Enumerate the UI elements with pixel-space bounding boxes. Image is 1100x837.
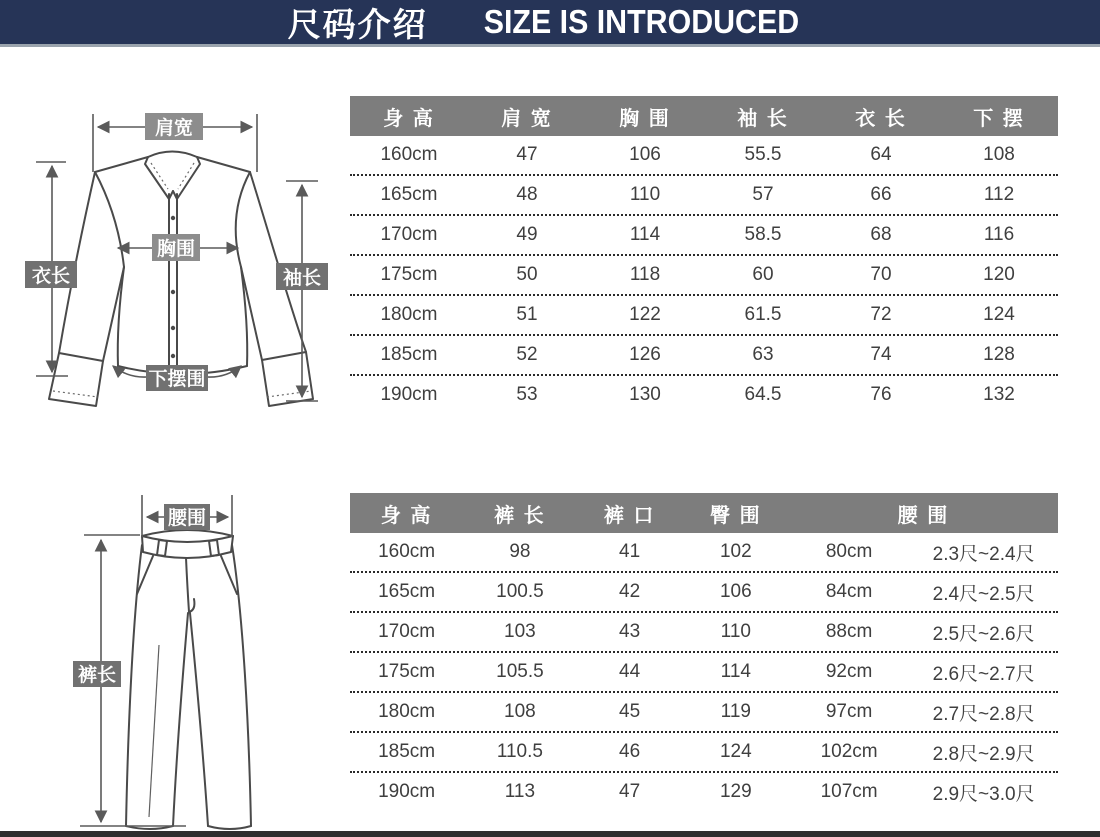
table-cell: 126 xyxy=(629,344,661,365)
table-cell: 185cm xyxy=(378,741,436,762)
table-row xyxy=(350,653,1058,693)
table-cell: 175cm xyxy=(378,661,436,682)
chest-badge xyxy=(152,234,200,261)
table-cell: 63 xyxy=(752,344,774,365)
table-cell: 2.6尺~2.7尺 xyxy=(932,663,1035,685)
hem-label: 下摆围 xyxy=(148,369,206,390)
table-cell: 53 xyxy=(516,384,538,405)
table-cell: 116 xyxy=(983,224,1015,245)
table-cell: 113 xyxy=(504,781,536,802)
column-header: 袖 长 xyxy=(737,107,789,130)
table-cell: 52 xyxy=(516,344,538,365)
table-cell: 84cm xyxy=(825,581,873,602)
table-cell: 64 xyxy=(870,144,892,165)
table-cell: 49 xyxy=(516,224,538,245)
table-cell: 92cm xyxy=(825,661,873,682)
table-cell: 102 xyxy=(719,541,752,562)
pants-size-table-body xyxy=(350,533,1058,811)
garment-length-badge xyxy=(25,261,77,288)
table-cell: 43 xyxy=(619,621,641,642)
table-cell: 190cm xyxy=(380,384,438,405)
table-cell: 130 xyxy=(629,384,661,405)
table-cell: 55.5 xyxy=(744,144,782,165)
column-header: 胸 围 xyxy=(619,107,671,130)
table-cell: 2.7尺~2.8尺 xyxy=(932,703,1035,725)
table-cell: 110.5 xyxy=(496,741,543,762)
table-cell: 180cm xyxy=(378,701,436,722)
table-row xyxy=(350,296,1058,336)
table-cell: 80cm xyxy=(825,541,873,562)
pants-size-table xyxy=(350,493,1058,811)
table-row xyxy=(350,613,1058,653)
table-cell: 98 xyxy=(509,541,531,562)
shirt-size-table-body xyxy=(350,136,1058,414)
table-cell: 50 xyxy=(516,264,538,285)
table-cell: 122 xyxy=(629,304,661,325)
table-cell: 120 xyxy=(983,264,1015,285)
column-header: 身 高 xyxy=(383,107,435,130)
table-cell: 114 xyxy=(629,224,661,245)
table-cell: 175cm xyxy=(380,264,438,285)
table-cell: 160cm xyxy=(380,144,438,165)
table-cell: 128 xyxy=(983,344,1015,365)
table-row xyxy=(350,573,1058,613)
table-cell: 70 xyxy=(870,264,892,285)
table-row xyxy=(350,376,1058,414)
table-row xyxy=(350,256,1058,296)
garment-length-label: 衣长 xyxy=(31,266,71,287)
table-cell: 124 xyxy=(983,304,1015,325)
table-cell: 41 xyxy=(619,541,641,562)
column-header: 裤 口 xyxy=(603,504,656,527)
table-row xyxy=(350,733,1058,773)
shirt-diagram xyxy=(0,60,345,425)
table-row xyxy=(350,176,1058,216)
column-header: 下 摆 xyxy=(973,107,1025,130)
table-cell: 180cm xyxy=(380,304,438,325)
table-cell: 119 xyxy=(720,701,751,722)
table-cell: 2.8尺~2.9尺 xyxy=(932,743,1035,765)
table-cell: 2.4尺~2.5尺 xyxy=(932,583,1035,605)
table-cell: 44 xyxy=(619,661,641,682)
table-cell: 160cm xyxy=(378,541,436,562)
title-banner xyxy=(0,0,1100,47)
table-cell: 97cm xyxy=(825,701,873,722)
table-cell: 112 xyxy=(983,184,1015,205)
table-row xyxy=(350,216,1058,256)
table-cell: 107cm xyxy=(820,781,878,802)
sleeve-length-badge xyxy=(276,263,328,290)
table-cell: 124 xyxy=(719,741,752,762)
shoulder-width-label: 肩宽 xyxy=(154,118,194,139)
table-cell: 76 xyxy=(870,384,892,405)
table-cell: 51 xyxy=(516,304,538,325)
table-cell: 132 xyxy=(983,384,1015,405)
table-cell: 88cm xyxy=(825,621,873,642)
table-cell: 102cm xyxy=(820,741,878,762)
table-cell: 57 xyxy=(752,184,774,205)
table-cell: 72 xyxy=(870,304,892,325)
table-cell: 106 xyxy=(719,581,752,602)
shirt-size-table-header xyxy=(350,96,1058,136)
table-cell: 48 xyxy=(516,184,538,205)
chest-label: 胸围 xyxy=(156,239,196,260)
table-cell: 2.3尺~2.4尺 xyxy=(932,543,1035,565)
waist-label: 腰围 xyxy=(167,508,207,529)
column-header: 腰 围 xyxy=(897,504,950,527)
table-cell: 60 xyxy=(752,264,774,285)
table-cell: 110 xyxy=(720,621,751,642)
table-row xyxy=(350,533,1058,573)
column-header: 衣 长 xyxy=(855,107,907,130)
shoulder-width-badge xyxy=(145,113,203,140)
bottom-bar xyxy=(0,831,1100,837)
column-header: 臀 围 xyxy=(710,504,762,527)
column-header: 裤 长 xyxy=(494,504,546,527)
table-row xyxy=(350,336,1058,376)
table-cell: 103 xyxy=(504,621,536,642)
table-cell: 110 xyxy=(629,184,661,205)
table-cell: 2.9尺~3.0尺 xyxy=(932,783,1035,805)
table-cell: 45 xyxy=(619,701,641,722)
table-cell: 74 xyxy=(870,344,892,365)
table-cell: 47 xyxy=(619,781,641,802)
column-header: 肩 宽 xyxy=(501,107,553,130)
table-cell: 58.5 xyxy=(744,224,782,245)
pants-diagram xyxy=(0,465,345,833)
shirt-stitching xyxy=(53,163,311,397)
pants-length-badge xyxy=(73,661,121,687)
pants-length-label: 裤长 xyxy=(77,665,117,686)
table-cell: 106 xyxy=(629,144,661,165)
table-cell: 100.5 xyxy=(496,581,544,602)
table-cell: 129 xyxy=(719,781,752,802)
table-cell: 61.5 xyxy=(744,304,782,325)
table-cell: 165cm xyxy=(378,581,436,602)
table-cell: 64.5 xyxy=(744,384,782,405)
sleeve-length-label: 袖长 xyxy=(282,268,322,289)
pants-size-table-header xyxy=(350,493,1058,533)
table-cell: 118 xyxy=(629,264,661,285)
hem-badge xyxy=(146,365,208,391)
table-cell: 170cm xyxy=(380,224,438,245)
table-row xyxy=(350,773,1058,811)
page-title-english: SIZE IS INTRODUCED xyxy=(483,3,799,40)
table-cell: 66 xyxy=(870,184,892,205)
table-cell: 190cm xyxy=(378,781,436,802)
table-cell: 185cm xyxy=(380,344,438,365)
shirt-size-table xyxy=(350,96,1058,414)
waist-badge xyxy=(164,504,210,530)
table-row xyxy=(350,693,1058,733)
page-title-chinese: 尺码介绍 xyxy=(287,5,428,43)
table-cell: 108 xyxy=(983,144,1015,165)
table-cell: 165cm xyxy=(380,184,438,205)
pants-crease-line xyxy=(149,645,159,817)
table-cell: 68 xyxy=(870,224,892,245)
table-cell: 2.5尺~2.6尺 xyxy=(932,623,1035,645)
table-cell: 47 xyxy=(516,144,538,165)
table-cell: 46 xyxy=(619,741,641,762)
column-header: 身 高 xyxy=(380,504,433,527)
table-cell: 170cm xyxy=(378,621,436,642)
table-cell: 108 xyxy=(504,701,536,722)
table-cell: 114 xyxy=(720,661,751,682)
table-row xyxy=(350,136,1058,176)
pants-outline xyxy=(126,530,251,829)
table-cell: 42 xyxy=(619,581,641,602)
table-cell: 105.5 xyxy=(496,661,544,682)
